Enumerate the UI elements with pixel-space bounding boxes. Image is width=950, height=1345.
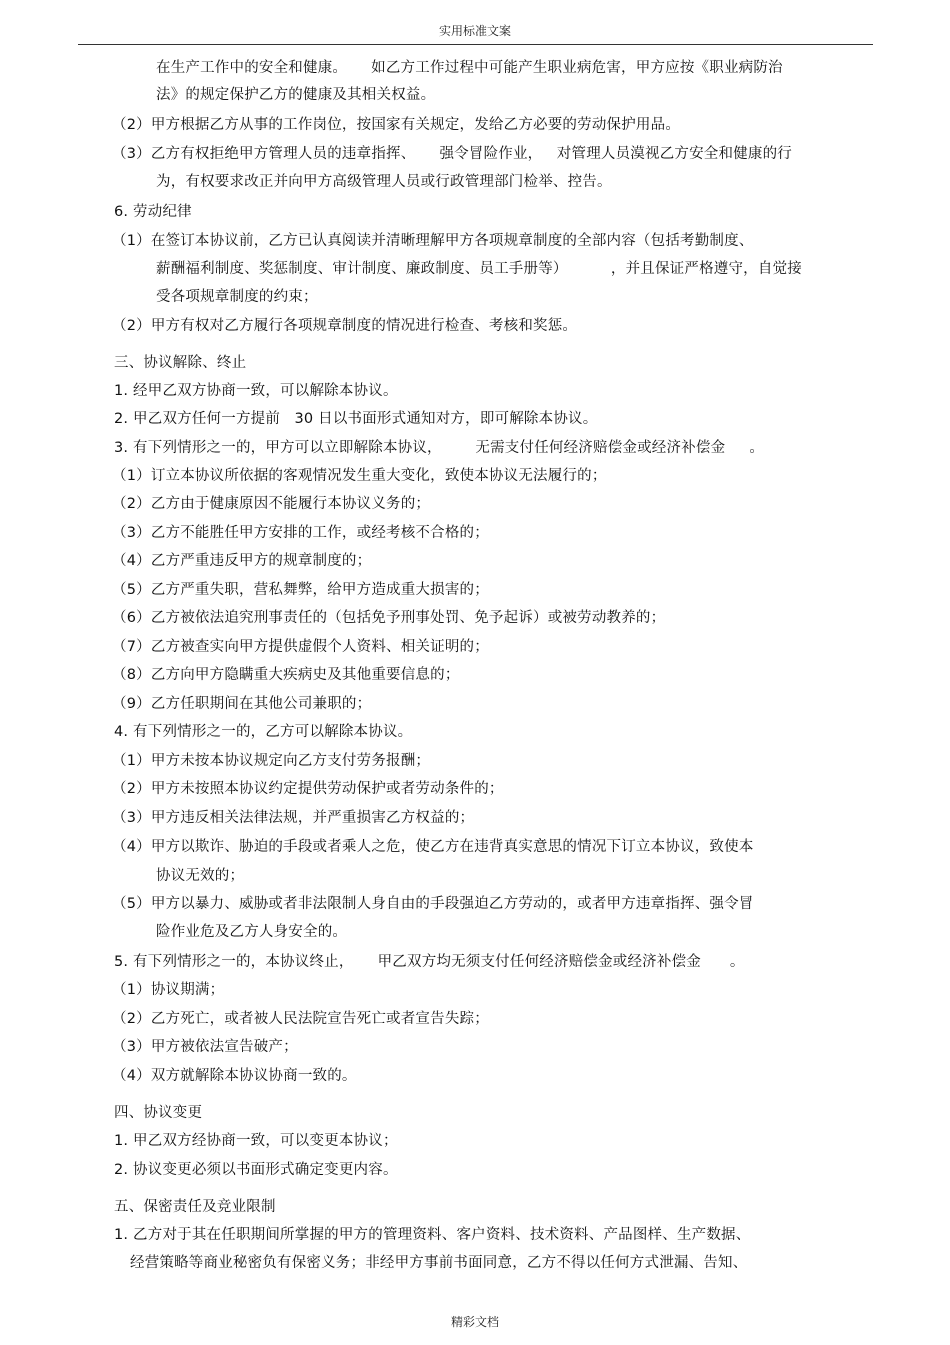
text-line: 险作业危及乙方人身安全的。 bbox=[156, 924, 348, 940]
text-line: （4）双方就解除本协议协商一致的。 bbox=[112, 1068, 357, 1084]
text-line: 1. 乙方对于其在任职期间所掌握的甲方的管理资料、客户资料、技术资料、产品图样、生产数据、 bbox=[114, 1227, 751, 1243]
text-line: 2. 协议变更必须以书面形式确定变更内容。 bbox=[114, 1162, 398, 1178]
text-line: （1）协议期满； bbox=[112, 982, 225, 998]
text-line: （3）乙方不能胜任甲方安排的工作，或经考核不合格的； bbox=[112, 525, 489, 541]
text-line: （2）甲方未按照本协议约定提供劳动保护或者劳动条件的； bbox=[112, 781, 504, 797]
text-line: （8）乙方向甲方隐瞒重大疾病史及其他重要信息的； bbox=[112, 667, 460, 683]
text-line: （2）甲方有权对乙方履行各项规章制度的情况进行检查、考核和奖惩。 bbox=[112, 318, 578, 334]
text-line: （3）甲方违反相关法律法规，并严重损害乙方权益的； bbox=[112, 810, 475, 826]
text-line: （7）乙方被查实向甲方提供虚假个人资料、相关证明的； bbox=[112, 639, 489, 655]
page-footer: 精彩文档 bbox=[450, 1315, 499, 1329]
text-line: 2. 甲乙双方任何一方提前 30 日以书面形式通知对方，即可解除本协议。 bbox=[114, 411, 598, 427]
text-line: （4）乙方严重违反甲方的规章制度的； bbox=[112, 553, 372, 569]
text-line: 经营策略等商业秘密负有保密义务；非经甲方事前书面同意，乙方不得以任何方式泄漏、告知、 bbox=[130, 1255, 748, 1271]
text-line: （6）乙方被依法追究刑事责任的（包括免予刑事处罚、免予起诉）或被劳动教养的； bbox=[112, 610, 666, 626]
text-line: （1）订立本协议所依据的客观情况发生重大变化，致使本协议无法履行的； bbox=[112, 468, 607, 484]
text-line: （3）乙方有权拒绝甲方管理人员的违章指挥、 强令冒险作业， 对管理人员漠视乙方安全和健康的行 bbox=[112, 146, 792, 162]
page-header: 实用标准文案 bbox=[438, 24, 511, 38]
section-heading: 6. 劳动纪律 bbox=[114, 204, 192, 220]
section-heading: 五、保密责任及竞业限制 bbox=[114, 1199, 276, 1215]
text-line: 3. 有下列情形之一的，甲方可以立即解除本协议， 无需支付任何经济赔偿金或经济补偿金 。 bbox=[114, 440, 765, 456]
text-line: （1）在签订本协议前，乙方已认真阅读并清晰理解甲方各项规章制度的全部内容（包括考勤制度、 bbox=[112, 233, 754, 249]
section-heading: 四、协议变更 bbox=[114, 1105, 203, 1121]
text-line: （4）甲方以欺诈、胁迫的手段或者乘人之危，使乙方在违背真实意思的情况下订立本协议，致使本 bbox=[112, 839, 754, 855]
text-line: （2）乙方由于健康原因不能履行本协议义务的； bbox=[112, 496, 431, 512]
text-line: （2）甲方根据乙方从事的工作岗位，按国家有关规定，发给乙方必要的劳动保护用品。 bbox=[112, 117, 681, 133]
text-line: 薪酬福利制度、奖惩制度、审计制度、廉政制度、员工手册等） ，并且保证严格遵守，自觉接 bbox=[156, 261, 802, 277]
header-divider bbox=[78, 44, 873, 45]
text-line: （5）乙方严重失职，营私舞弊，给甲方造成重大损害的； bbox=[112, 582, 489, 598]
text-line: （3）甲方被依法宣告破产； bbox=[112, 1039, 298, 1055]
text-line: 受各项规章制度的约束； bbox=[156, 289, 318, 305]
text-line: 在生产工作中的安全和健康。 如乙方工作过程中可能产生职业病危害，甲方应按《职业病防治 bbox=[156, 60, 783, 76]
section-heading: 三、协议解除、终止 bbox=[114, 355, 247, 371]
text-line: （9）乙方任职期间在其他公司兼职的； bbox=[112, 696, 372, 712]
text-line: （5）甲方以暴力、威胁或者非法限制人身自由的手段强迫乙方劳动的，或者甲方违章指挥、强令冒 bbox=[112, 896, 754, 912]
text-line: 为，有权要求改正并向甲方高级管理人员或行政管理部门检举、控告。 bbox=[156, 174, 612, 190]
text-line: 法》的规定保护乙方的健康及其相关权益。 bbox=[156, 87, 436, 103]
text-line: 1. 甲乙双方经协商一致，可以变更本协议； bbox=[114, 1133, 398, 1149]
text-line: （1）甲方未按本协议规定向乙方支付劳务报酬； bbox=[112, 753, 431, 769]
text-line: 4. 有下列情形之一的，乙方可以解除本协议。 bbox=[114, 724, 413, 740]
text-line: 5. 有下列情形之一的，本协议终止， 甲乙双方均无须支付任何经济赔偿金或经济补偿金 。 bbox=[114, 954, 745, 970]
text-line: 协议无效的； bbox=[156, 868, 245, 884]
text-line: （2）乙方死亡，或者被人民法院宣告死亡或者宣告失踪； bbox=[112, 1011, 489, 1027]
text-line: 1. 经甲乙双方协商一致，可以解除本协议。 bbox=[114, 383, 398, 399]
